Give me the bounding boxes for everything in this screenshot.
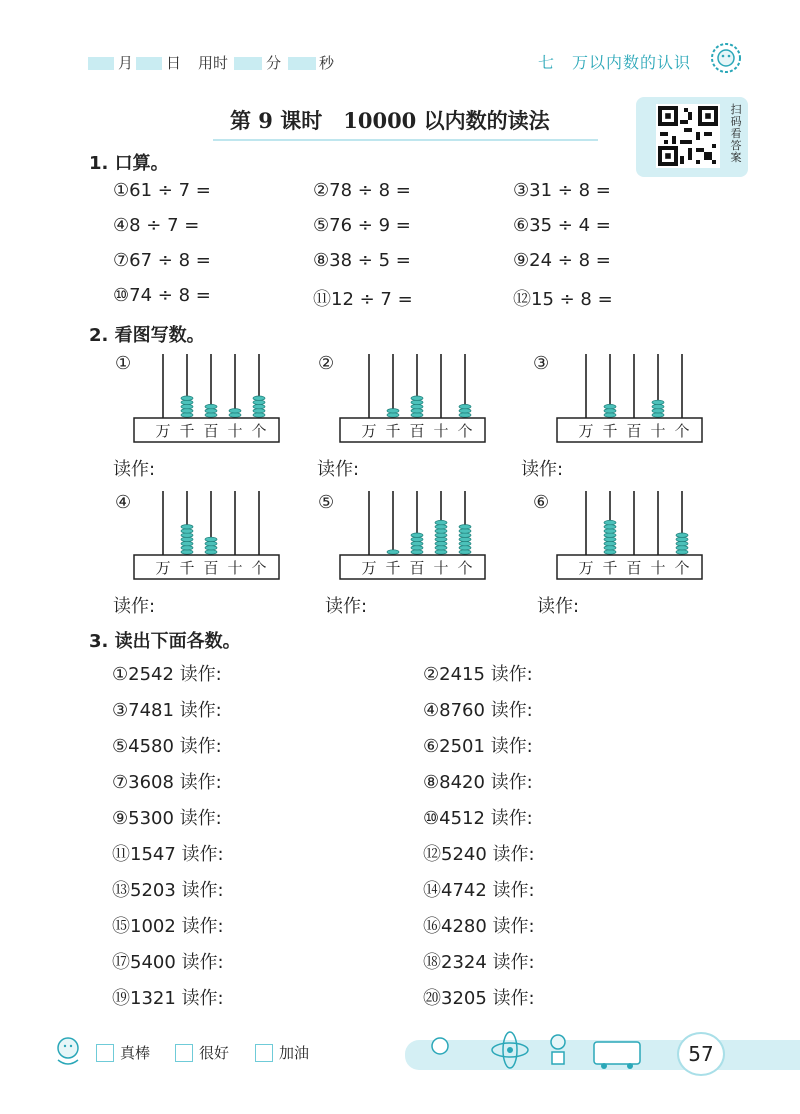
place-value-label: 百 — [409, 422, 425, 440]
abacus-bead — [459, 550, 471, 554]
place-value-label: 万 — [361, 559, 377, 577]
abacus-bead — [435, 529, 447, 533]
number-reading-item: ⑪1547 读作: — [112, 844, 224, 865]
abacus-bead — [253, 404, 265, 408]
rating-checkbox-great[interactable] — [96, 1044, 114, 1062]
month-blank[interactable] — [88, 57, 114, 70]
abacus-bead — [205, 546, 217, 550]
abacus-bead — [604, 520, 616, 524]
abacus-bead — [652, 413, 664, 417]
abacus-bead — [387, 550, 399, 554]
abacus-bead — [652, 409, 664, 413]
number-reading-item: ①2542 读作: — [112, 664, 222, 685]
place-value-label: 万 — [578, 422, 594, 440]
number-reading-item: ③7481 读作: — [112, 700, 222, 721]
abacus-bead — [652, 400, 664, 404]
abacus-label: ② — [318, 353, 335, 374]
lion-mascot-icon — [706, 40, 746, 76]
month-label: 月 — [118, 54, 134, 72]
place-value-label: 十 — [650, 422, 666, 440]
place-value-label: 百 — [203, 422, 219, 440]
day-blank[interactable] — [136, 57, 162, 70]
abacus-bead — [604, 541, 616, 545]
abacus-bead — [181, 409, 193, 413]
abacus-bead — [253, 400, 265, 404]
abacus-bead — [459, 413, 471, 417]
place-value-label: 万 — [155, 559, 171, 577]
read-as-label: 读作: — [521, 459, 564, 480]
section-1-title: 1. 口算。 — [89, 153, 169, 174]
calc-item: ⑧38 ÷ 5 = — [313, 250, 411, 271]
abacus-bead — [181, 529, 193, 533]
read-as-label: 读作: — [113, 596, 156, 617]
abacus-bead — [459, 529, 471, 533]
abacus-bead — [411, 541, 423, 545]
abacus-4 — [133, 487, 283, 582]
abacus-bead — [253, 409, 265, 413]
abacus-bead — [387, 409, 399, 413]
number-reading-item: ⑫5240 读作: — [423, 844, 535, 865]
abacus-bead — [459, 546, 471, 550]
chapter-title: 七 万以内数的认识 — [538, 53, 692, 72]
abacus-bead — [435, 537, 447, 541]
place-value-label: 千 — [385, 422, 401, 440]
number-reading-item: ⑦3608 读作: — [112, 772, 222, 793]
abacus-bead — [676, 537, 688, 541]
abacus-bead — [205, 404, 217, 408]
number-reading-item: ⑧8420 读作: — [423, 772, 533, 793]
place-value-label: 十 — [227, 559, 243, 577]
abacus-bead — [205, 413, 217, 417]
qr-code-icon[interactable] — [656, 104, 720, 168]
abacus-bead — [253, 396, 265, 400]
abacus-bead — [181, 537, 193, 541]
abacus-bead — [459, 537, 471, 541]
read-as-label: 读作: — [537, 596, 580, 617]
number-reading-item: ⑳3205 读作: — [423, 988, 535, 1009]
abacus-bead — [411, 396, 423, 400]
abacus-3 — [556, 350, 706, 445]
abacus-bead — [676, 533, 688, 537]
abacus-bead — [435, 550, 447, 554]
abacus-bead — [253, 413, 265, 417]
time-label: 用时 — [198, 54, 229, 72]
calc-item: ⑫15 ÷ 8 = — [513, 289, 613, 310]
calc-item: ②78 ÷ 8 = — [313, 180, 411, 201]
abacus-bead — [604, 409, 616, 413]
abacus-bead — [459, 533, 471, 537]
abacus-bead — [181, 396, 193, 400]
number-reading-item: ⑯4280 读作: — [423, 916, 535, 937]
number-reading-item: ⑨5300 读作: — [112, 808, 222, 829]
abacus-bead — [676, 546, 688, 550]
abacus-bead — [411, 550, 423, 554]
abacus-bead — [229, 409, 241, 413]
rating-label-great: 真棒 — [120, 1044, 151, 1062]
read-as-label: 读作: — [317, 459, 360, 480]
abacus-bead — [387, 413, 399, 417]
calc-item: ③31 ÷ 8 = — [513, 180, 611, 201]
number-reading-item: ⑰5400 读作: — [112, 952, 224, 973]
second-blank[interactable] — [288, 57, 316, 70]
place-value-label: 万 — [361, 422, 377, 440]
abacus-bead — [181, 404, 193, 408]
abacus-bead — [181, 550, 193, 554]
place-value-label: 百 — [409, 559, 425, 577]
abacus-bead — [604, 546, 616, 550]
rating-checkbox-good[interactable] — [175, 1044, 193, 1062]
place-value-label: 百 — [203, 559, 219, 577]
place-value-label: 千 — [602, 422, 618, 440]
rating-label-good: 很好 — [199, 1044, 230, 1062]
abacus-bead — [411, 533, 423, 537]
second-label: 秒 — [319, 54, 335, 72]
rating-label-keep-going: 加油 — [279, 1044, 310, 1062]
abacus-bead — [411, 413, 423, 417]
abacus-bead — [435, 533, 447, 537]
place-value-label: 个 — [674, 559, 690, 577]
place-value-label: 百 — [626, 422, 642, 440]
abacus-bead — [435, 541, 447, 545]
abacus-bead — [205, 409, 217, 413]
calc-item: ⑦67 ÷ 8 = — [113, 250, 211, 271]
abacus-bead — [411, 404, 423, 408]
number-reading-item: ②2415 读作: — [423, 664, 533, 685]
place-value-label: 十 — [433, 559, 449, 577]
abacus-bead — [676, 541, 688, 545]
abacus-bead — [604, 550, 616, 554]
qr-caption: 扫码看答案 — [730, 103, 742, 164]
abacus-label: ④ — [115, 492, 132, 513]
abacus-bead — [181, 541, 193, 545]
abacus-bead — [676, 550, 688, 554]
abacus-drawing — [556, 350, 706, 445]
footer-decoration-icon — [418, 1028, 678, 1072]
place-value-label: 千 — [602, 559, 618, 577]
number-reading-item: ⑭4742 读作: — [423, 880, 535, 901]
abacus-bead — [181, 546, 193, 550]
abacus-5 — [339, 487, 489, 582]
place-value-label: 个 — [251, 422, 267, 440]
abacus-bead — [604, 404, 616, 408]
minute-label: 分 — [266, 54, 282, 72]
calc-item: ④8 ÷ 7 = — [113, 215, 200, 236]
abacus-bead — [604, 525, 616, 529]
place-value-label: 百 — [626, 559, 642, 577]
abacus-bead — [411, 537, 423, 541]
abacus-bead — [205, 537, 217, 541]
abacus-label: ⑤ — [318, 492, 335, 513]
abacus-bead — [205, 541, 217, 545]
number-reading-item: ⑬5203 读作: — [112, 880, 224, 901]
read-as-label: 读作: — [325, 596, 368, 617]
calc-item: ⑨24 ÷ 8 = — [513, 250, 611, 271]
abacus-bead — [205, 550, 217, 554]
section-3-title: 3. 读出下面各数。 — [89, 631, 241, 652]
place-value-label: 十 — [227, 422, 243, 440]
number-reading-item: ④8760 读作: — [423, 700, 533, 721]
section-2-title: 2. 看图写数。 — [89, 325, 205, 346]
place-value-label: 千 — [179, 559, 195, 577]
abacus-bead — [181, 533, 193, 537]
lesson-title: 第 9 课时 10000 以内数的读法 — [230, 108, 550, 133]
number-reading-item: ⑮1002 读作: — [112, 916, 224, 937]
abacus-bead — [459, 525, 471, 529]
number-reading-item: ⑩4512 读作: — [423, 808, 533, 829]
abacus-bead — [411, 546, 423, 550]
calc-item: ⑥35 ÷ 4 = — [513, 215, 611, 236]
abacus-label: ⑥ — [533, 492, 550, 513]
abacus-bead — [411, 400, 423, 404]
abacus-drawing — [133, 487, 283, 582]
rating-checkbox-keep-going[interactable] — [255, 1044, 273, 1062]
place-value-label: 个 — [457, 559, 473, 577]
place-value-label: 个 — [674, 422, 690, 440]
calc-item: ⑤76 ÷ 9 = — [313, 215, 411, 236]
place-value-label: 千 — [385, 559, 401, 577]
place-value-label: 十 — [433, 422, 449, 440]
number-reading-item: ⑤4580 读作: — [112, 736, 222, 757]
abacus-bead — [604, 529, 616, 533]
abacus-drawing — [339, 487, 489, 582]
abacus-bead — [181, 400, 193, 404]
minute-blank[interactable] — [234, 57, 262, 70]
number-reading-item: ⑥2501 读作: — [423, 736, 533, 757]
abacus-bead — [604, 413, 616, 417]
abacus-drawing — [133, 350, 283, 445]
abacus-bead — [652, 404, 664, 408]
abacus-drawing — [556, 487, 706, 582]
abacus-bead — [604, 533, 616, 537]
abacus-1 — [133, 350, 283, 445]
abacus-6 — [556, 487, 706, 582]
abacus-bead — [435, 546, 447, 550]
abacus-bead — [435, 525, 447, 529]
abacus-bead — [435, 520, 447, 524]
calc-item: ⑪12 ÷ 7 = — [313, 289, 413, 310]
abacus-2 — [339, 350, 489, 445]
read-as-label: 读作: — [113, 459, 156, 480]
day-label: 日 — [166, 54, 182, 72]
calc-item: ①61 ÷ 7 = — [113, 180, 211, 201]
abacus-bead — [604, 537, 616, 541]
cartoon-animal-icon — [50, 1030, 88, 1070]
abacus-label: ③ — [533, 353, 550, 374]
abacus-bead — [181, 413, 193, 417]
abacus-bead — [181, 525, 193, 529]
calc-item: ⑩74 ÷ 8 = — [113, 285, 211, 306]
place-value-label: 千 — [179, 422, 195, 440]
abacus-bead — [229, 413, 241, 417]
place-value-label: 十 — [650, 559, 666, 577]
abacus-bead — [411, 409, 423, 413]
abacus-bead — [459, 409, 471, 413]
title-underline — [213, 139, 598, 141]
abacus-bead — [459, 404, 471, 408]
number-reading-item: ⑲1321 读作: — [112, 988, 224, 1009]
number-reading-item: ⑱2324 读作: — [423, 952, 535, 973]
abacus-drawing — [339, 350, 489, 445]
place-value-label: 个 — [251, 559, 267, 577]
place-value-label: 万 — [155, 422, 171, 440]
abacus-bead — [459, 541, 471, 545]
place-value-label: 万 — [578, 559, 594, 577]
page-number: 57 — [677, 1032, 725, 1076]
place-value-label: 个 — [457, 422, 473, 440]
abacus-label: ① — [115, 353, 132, 374]
